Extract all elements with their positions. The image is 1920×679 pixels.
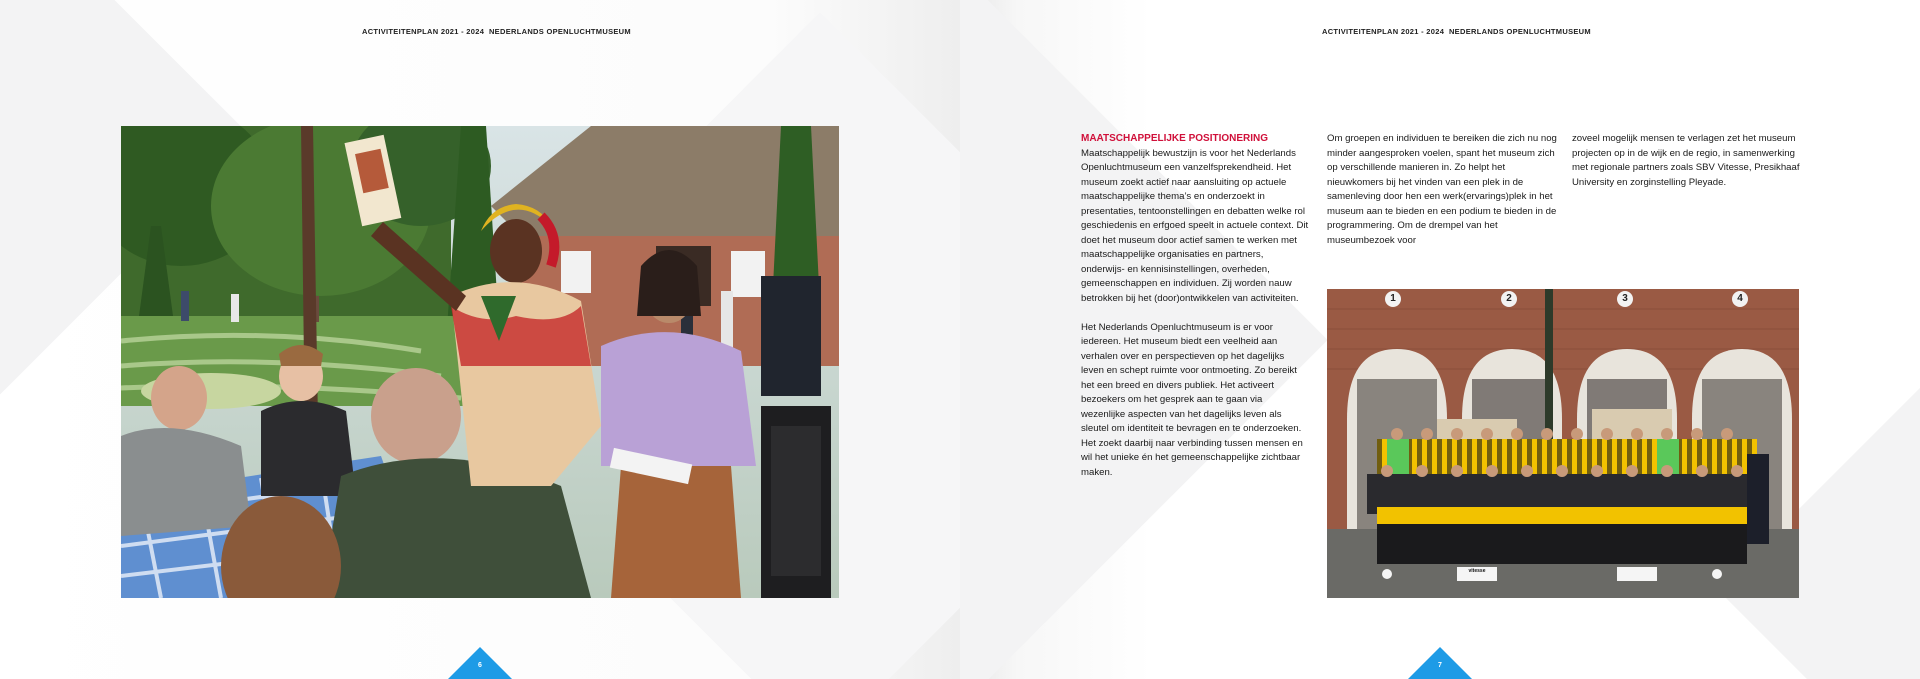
door-number: 2 — [1501, 291, 1517, 307]
page-number-tab — [448, 647, 512, 679]
photo-community-event — [121, 126, 839, 598]
photo-vitesse-team — [1327, 289, 1799, 598]
text-column-3 — [1572, 132, 1804, 205]
running-head-title: ACTIVITEITENPLAN 2021 - 2024 — [1322, 27, 1445, 36]
paragraph: Maatschappelijk bewustzijn is voor het Nederlands Openluchtmuseum een vanzelfsprekendheid. Het museum zoekt actief naar aansluiting op actuele maatschappelijke thema’s en onderzoekt in presentaties, tentoonstellingen en debatten welke rol geschiedenis en erfgoed speelt in actuele context. Dit doet het museum door actief samen te werken met maatschappelijke organisaties en partners, onderwijs- en kennisinstellingen, overheden, gemeenschappen en individuen. Zij worden nauw betrokken bij het (door)ontwikkelen van activiteiten. — [1081, 147, 1309, 304]
paragraph: Om groepen en individuen te bereiken die zich nu nog minder aangesproken voelen, spant het museum zich op verschillende manieren in. Zo helpt het nieuwkomers bij het vinden van een plek in de samenleving door hen een werk(ervarings)plek in het museum aan te bieden en een podium te bieden in de programmering. Om de drempel van het museumbezoek voor — [1327, 133, 1557, 246]
right-page — [960, 0, 1920, 679]
page-number: 7 — [1438, 662, 1442, 669]
running-head — [1322, 27, 1591, 36]
section-heading: MAATSCHAPPELIJKE POSITIONERING — [1081, 133, 1269, 144]
door-number: 1 — [1385, 291, 1401, 307]
door-number: 4 — [1732, 291, 1748, 307]
text-column-1 — [1081, 132, 1309, 495]
page-number-tab — [1408, 647, 1472, 679]
text-column-2 — [1327, 132, 1557, 263]
paragraph: zoveel mogelijk mensen te verlagen zet het museum projecten op in de wijk en de regio, in samenwerking met regionale partners zoals SBV Vitesse, Presikhaaf University en zorginstelling Pleyade. — [1572, 133, 1800, 188]
page-number: 6 — [478, 662, 482, 669]
running-head-museum: NEDERLANDS OPENLUCHTMUSEUM — [1448, 27, 1591, 36]
running-head-title: ACTIVITEITENPLAN 2021 - 2024 — [362, 27, 485, 36]
running-head-museum: NEDERLANDS OPENLUCHTMUSEUM — [488, 27, 631, 36]
door-number: 3 — [1617, 291, 1633, 307]
paragraph: Het Nederlands Openluchtmuseum is er voor iedereen. Het museum biedt een veelheid aan verhalen over en perspectieven op het dagelijks leven en schept ruimte voor ontmoeting. Zo bereikt het een breed en divers publiek. Het activeert bezoekers om het gesprek aan te gaan via wezenlijke aspecten van het dagelijks leven als sleutel om identiteit te bevragen en te onderzoeken. Het zoekt daarbij naar verbinding tussen mensen en wil het unieke én het gemeenschappelijke zichtbaar maken. — [1081, 321, 1303, 478]
running-head — [362, 27, 631, 36]
banner-text: vitesse — [1468, 568, 1486, 574]
